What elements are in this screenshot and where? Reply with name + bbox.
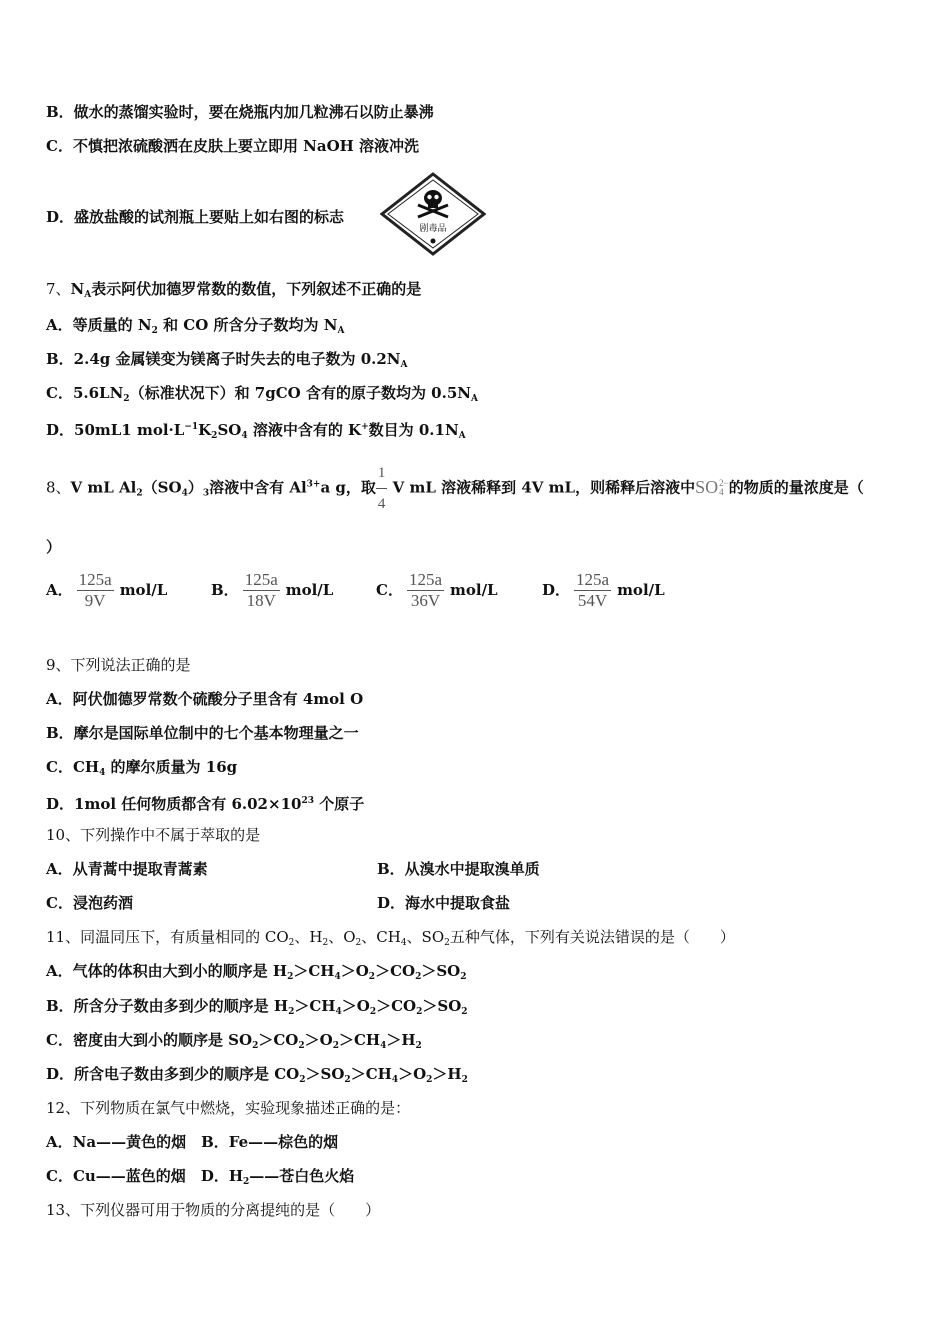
- q8-close-paren: ）: [46, 538, 62, 556]
- q10-stem: 10、下列操作中不属于萃取的是: [46, 826, 261, 844]
- q11-option-b: B．所含分子数由多到少的顺序是 $H_2>CH_4>O_2>CO_2>SO_2$: [46, 997, 468, 1017]
- q7-option-a: A．等质量的 $N_2$ 和 CO 所含分子数均为 $N_A$: [46, 316, 345, 336]
- sign-label: 剧毒品: [419, 224, 447, 234]
- q9-option-d: D．1mol 任何物质都含有 $6.02\times 10^{23}$ 个原子: [46, 795, 365, 813]
- q11-option-c: C．密度由大到小的顺序是 $SO_2>CO_2>O_2>CH_4>H_2$: [46, 1031, 422, 1051]
- q10-option-c: C．浸泡药酒: [46, 894, 133, 912]
- q11-option-a: A．气体的体积由大到小的顺序是 $H_2>CH_4>O_2>CO_2>SO_2$: [46, 962, 467, 982]
- q10-option-b: B．从溴水中提取溴单质: [377, 860, 540, 878]
- q6-option-d: D．盛放盐酸的试剂瓶上要贴上如右图的标志: [46, 208, 345, 226]
- q13-stem: 13、下列仪器可用于物质的分离提纯的是（ ）: [46, 1201, 381, 1219]
- q7-option-b: B．2.4g 金属镁变为镁离子时失去的电子数为 $0.2N_A$: [46, 350, 408, 370]
- q9-option-b: B．摩尔是国际单位制中的七个基本物理量之一: [46, 724, 359, 742]
- toxic-hazard-sign-icon: [380, 172, 486, 256]
- q10-option-d: D．海水中提取食盐: [377, 894, 511, 912]
- q11-option-d: D．所含电子数由多到少的顺序是 $CO_2>SO_2>CH_4>O_2>H_2$: [46, 1065, 468, 1085]
- q6-option-c: C．不慎把浓硫酸洒在皮肤上要立即用 NaOH 溶液冲洗: [46, 137, 420, 155]
- q8-option-a: A． $\frac{125a}{9V}$ mol/L: [46, 570, 168, 610]
- q7-stem: 7、$N_A$表示阿伏加德罗常数的数值，下列叙述不正确的是: [46, 280, 422, 300]
- q8-option-c: C． $\frac{125a}{36V}$ mol/L: [376, 570, 498, 610]
- fraction-one-quarter: $\frac{1}{4}$: [376, 458, 388, 519]
- q8-stem: 8、V mL $Al_2(SO_4)_3$溶液中含有 $Al^{3+}a$ g，取 $\frac{1}{4}$ V mL 溶液稀释到 4V mL，则稀释后溶液中SO2− 4 的物质的量浓度是（: [46, 458, 864, 519]
- q11-stem: 11、同温同压下，有质量相同的 $CO_2$、$H_2$、$O_2$、$CH_4$、$SO_2$五种气体，下列有关说法错误的是（ ）: [46, 928, 735, 948]
- q6-option-b: B．做水的蒸馏实验时，要在烧瓶内加几粒沸石以防止暴沸: [46, 103, 434, 121]
- q12-options-cd: C．Cu——蓝色的烟 D．$H_2——$苍白色火焰: [46, 1167, 355, 1187]
- q9-option-a: A．阿伏伽德罗常数个硫酸分子里含有 4mol O: [46, 690, 364, 708]
- q7-option-d: D．50mL1 $mol\cdot L^{-1}K_2SO_4$ 溶液中含有的 K+数目为 $0.1N_A$: [46, 421, 466, 441]
- q7-option-c: C．$5.6LN_2$（标准状况下）和 7gCO 含有的原子数均为 $0.5N_A$: [46, 384, 478, 404]
- q8-option-d: D． $\frac{125a}{54V}$ mol/L: [542, 570, 665, 610]
- q10-option-a: A．从青蒿中提取青蒿素: [46, 860, 208, 878]
- q9-option-c: C．$CH_4$ 的摩尔质量为 16g: [46, 758, 238, 778]
- sulfate-ion: SO2− 4: [695, 476, 729, 498]
- q9-stem: 9、下列说法正确的是: [46, 656, 191, 674]
- q12-options-ab: A．Na——黄色的烟 B．Fe——棕色的烟: [46, 1133, 339, 1151]
- q12-stem: 12、下列物质在氯气中燃烧，实验现象描述正确的是：: [46, 1099, 411, 1117]
- q8-option-b: B． $\frac{125a}{18V}$ mol/L: [211, 570, 334, 610]
